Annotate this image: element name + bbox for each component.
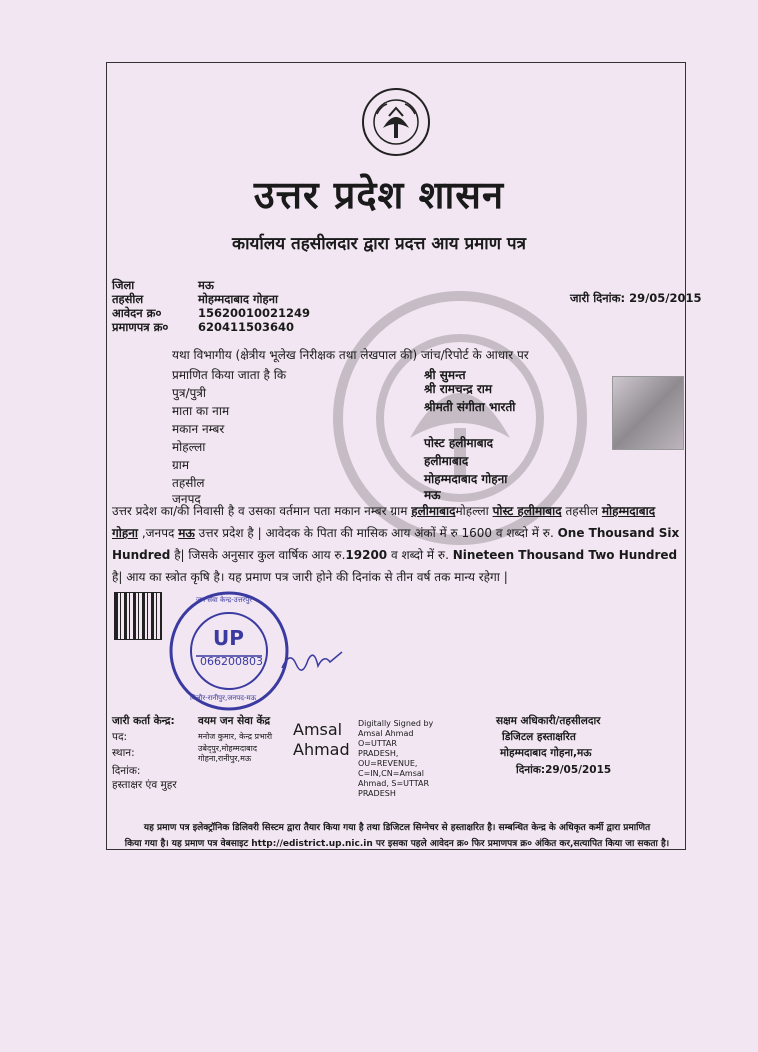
paragraph-text-4: ,जनपद xyxy=(138,526,179,540)
paragraph-text-8: है| xyxy=(112,570,123,584)
paragraph-tehsil: मोहम्मदाबाद गोहना xyxy=(112,504,656,540)
village-value: हलीमाबाद xyxy=(424,454,469,468)
paragraph-annual-figure: 19200 xyxy=(345,548,388,562)
applicant-photo xyxy=(612,376,684,450)
locality-value: पोस्ट हलीमाबाद xyxy=(424,436,494,450)
field-district-label: जनपद xyxy=(172,492,201,506)
paragraph-post: पोस्ट हलीमाबाद xyxy=(492,504,562,518)
up-government-emblem-icon xyxy=(361,86,431,158)
paragraph-district: मऊ xyxy=(178,526,195,540)
certificate-number-value: 620411503640 xyxy=(198,320,295,334)
application-number-label: आवेदन क्र० xyxy=(112,306,162,320)
ds-line: Amsal Ahmad xyxy=(358,729,414,738)
digital-signer-name-2: Ahmad xyxy=(293,740,350,759)
paragraph-text-2: मोहल्ला xyxy=(455,504,489,518)
paragraph-text-7: व शब्दो में रु. xyxy=(387,548,449,562)
paragraph-validity: आय का स्त्रोत कृषि है। यह प्रमाण पत्र जारी होने की दिनांक से तीन वर्ष तक मान्य रहेगा | xyxy=(126,570,508,584)
footer-note xyxy=(112,820,682,852)
paragraph-text-5: उत्तर प्रदेश है | आवेदक के पिता की मासिक आय अंकों में रु 1600 व शब्दो में रु. xyxy=(194,526,554,540)
document-title: उत्तर प्रदेश शासन xyxy=(253,173,505,217)
father-value: श्री रामचन्द्र राम xyxy=(424,382,493,396)
paragraph-text-3: तहसील xyxy=(561,504,599,518)
paragraph-text-6: है| जिसके अनुसार कुल वार्षिक आय रु. xyxy=(170,548,346,562)
paragraph-village: हलीमाबाद xyxy=(411,504,456,518)
stamp-ring-top: जन सेवा केन्द्र-उत्तरपुर xyxy=(196,596,253,604)
handwritten-signature-icon xyxy=(278,640,348,680)
footer-line-1: यह प्रमाण पत्र इलेक्ट्रॉनिक डिलिवरी सिस्टम द्वारा तैयार किया गया है तथा डिजिटल सिग्नेचर से हस्ताक्षरित है। सम्बन्धित केन्द्र के अधिकृत कर्मी द्वारा प्रमाणित xyxy=(143,823,651,833)
ds-line: Digitally Signed by xyxy=(358,719,434,728)
place-value-1: उबेद्पुर,मोहम्मदाबाद xyxy=(198,744,258,753)
intro-line-1: यथा विभागीय (क्षेत्रीय भूलेख निरीक्षक तथा लेखपाल की) जांच/रिपोर्ट के आधार पर xyxy=(172,348,529,362)
field-tehsil-label: तहसील xyxy=(172,476,205,490)
authority-date: दिनांक:29/05/2015 xyxy=(516,764,612,776)
ds-line: C=IN,CN=Amsal xyxy=(358,769,425,778)
house-number-label: मकान नम्बर xyxy=(172,422,225,436)
field-district-value: मऊ xyxy=(424,488,441,502)
ds-line: O=UTTAR xyxy=(358,739,397,748)
authority-digital: डिजिटल हस्ताक्षरित xyxy=(502,731,576,743)
ds-line: PRADESH, xyxy=(358,749,399,758)
post-label: पद: xyxy=(112,731,128,743)
stamp-code: UP xyxy=(213,626,244,650)
mother-label: माता का नाम xyxy=(172,404,230,418)
date-label: दिनांक: xyxy=(112,765,141,777)
locality-label: मोहल्ला xyxy=(172,440,206,454)
tehsil-label: तहसील xyxy=(112,292,144,306)
tehsil-value: मोहम्मदाबाद गोहना xyxy=(198,292,278,306)
ds-line: OU=REVENUE, xyxy=(358,759,418,768)
certificate-number-label: प्रमाणपत्र क्र० xyxy=(112,320,169,334)
place-value-2: गोहना,रानीपुर,मऊ xyxy=(198,754,252,763)
application-number-value: 15620010021249 xyxy=(198,306,311,320)
stamp-ring-bottom: बिलौर-रानीपुर,जनपद-मऊ xyxy=(190,694,257,702)
issue-date: जारी दिनांक: 29/05/2015 xyxy=(570,291,702,305)
district-value: मऊ xyxy=(198,278,214,292)
center-label: जारी कर्ता केन्द्र: xyxy=(112,715,175,727)
district-label: जिला xyxy=(112,278,135,292)
digital-signer-name-1: Amsal xyxy=(293,720,343,739)
mother-value: श्रीमती संगीता भारती xyxy=(424,400,516,414)
authority-place: मोहम्मदाबाद गोहना,मऊ xyxy=(500,747,592,759)
paragraph-annual-words: Nineteen Thousand Two Hundred xyxy=(452,548,678,562)
applicant-name: श्री सुमन्त xyxy=(424,368,466,382)
paragraph-monthly-words: One Thousand Six Hundred xyxy=(112,526,680,562)
center-value: वयम जन सेवा केंद्र xyxy=(198,715,271,727)
document-subtitle: कार्यालय तहसीलदार द्वारा प्रदत्त आय प्रमाण पत्र xyxy=(232,234,526,254)
paragraph-text-1: उत्तर प्रदेश का/की निवासी है व उसका वर्तमान पता मकान नम्बर ग्राम xyxy=(112,504,408,518)
intro-line-2: प्रमाणित किया जाता है कि xyxy=(172,368,287,382)
stamp-number: 066200803 xyxy=(200,655,263,668)
post-value: मनोज कुमार, केन्द्र प्रभारी xyxy=(198,732,273,741)
ds-line: PRADESH xyxy=(358,789,396,798)
field-tehsil-value: मोहम्मदाबाद गोहना xyxy=(424,472,508,486)
place-label: स्थान: xyxy=(112,747,135,759)
footer-line-2: किया गया है। यह प्रमाण पत्र वेबसाइट http://edistrict.up.nic.in पर इसका पहले आवेदन क्र० फिर प्रमाणपत्र क्र० अंकित कर,सत्यापित किया जा सकता है। xyxy=(124,839,670,849)
digital-signature-details xyxy=(358,719,433,799)
qr-code xyxy=(114,592,162,640)
father-label: पुत्र/पुत्री xyxy=(172,386,207,400)
authority-title: सक्षम अधिकारी/तहसीलदार xyxy=(496,715,601,727)
signature-label: हस्ताक्षर एंव मुहर xyxy=(112,779,177,791)
ds-line: Ahmad, S=UTTAR xyxy=(358,779,430,788)
certificate-paragraph xyxy=(112,500,682,588)
village-label: ग्राम xyxy=(172,458,190,472)
